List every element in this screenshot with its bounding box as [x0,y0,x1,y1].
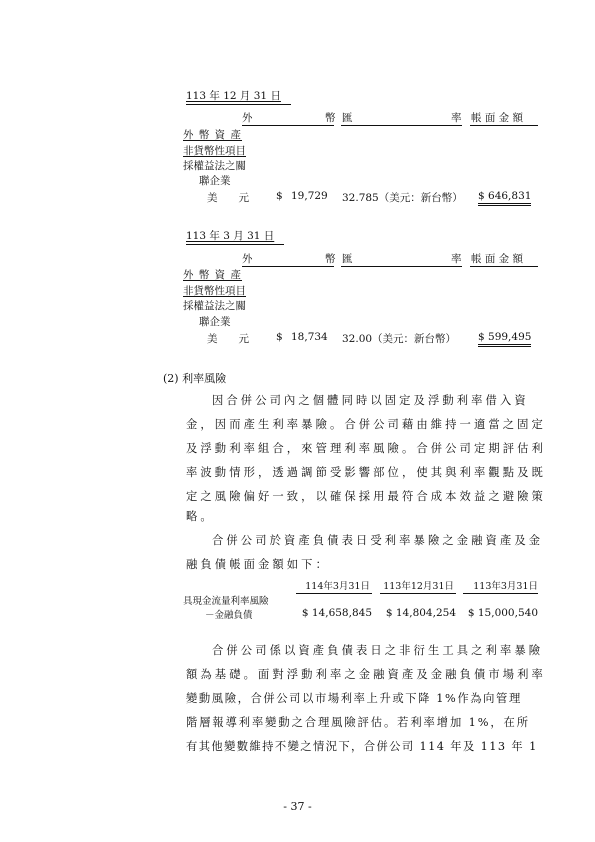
table-a-fx-amount: 19,729 [291,190,328,202]
table-b-date: 113 年 3 月 31 日 [186,230,275,242]
section-heading: (2) 利率風險 [163,372,227,385]
table-a-header-bi: 幣 [325,112,336,124]
table-b-header-lv: 率 [451,253,462,265]
rate-col-2: 113年12月31日 [383,581,454,592]
p2-line-2: 融負債帳面金額如下： [186,558,330,571]
p1-line-6: 略。 [186,510,215,523]
table-a-header-amount: 帳 面 金 額 [471,112,524,124]
table-a-row-sub1: 非貨幣性項目 [183,145,246,157]
table-b-header-wai: 外 [242,253,253,265]
table-b-row-sub3: 聯企業 [199,316,231,328]
table-b-date-rule [186,244,284,245]
rate-value-2: $ 14,804,254 [385,607,456,619]
table-b-header-rule-3 [470,266,538,267]
table-a-header-rule-3 [470,125,538,126]
table-b-book-value: $ 599,495 [478,331,531,347]
rate-col-1: 114年3月31日 [305,581,370,592]
p3-line-3: 變動風險，合併公司以市場利率上升或下降 1%作為向管理 [186,692,522,705]
table-a-header-wai: 外 [242,112,253,124]
p3-line-2: 額為基礎。面對浮動利率之金融資產及金融負債市場利率 [186,668,546,681]
table-b-header-bi: 幣 [325,253,336,265]
table-a-book-value: $ 646,831 [478,190,531,206]
p1-line-5: 定之風險偏好一致，以確保採用最符合成本效益之避險策 [186,490,546,503]
table-a-currency: 美 元 [207,192,249,204]
rate-value-1: $ 14,658,845 [301,607,372,619]
rate-col-3: 113年3月31日 [473,581,538,592]
table-a-row-sub3: 聯企業 [199,175,231,187]
table-b-row-sub2: 採權益法之關 [183,300,246,312]
p1-line-2: 金，因而產生利率暴險。合併公司藉由維持一適當之固定 [186,418,546,431]
p3-line-4: 階層報導利率變動之合理風險評估。若利率增加 1%，在所 [186,716,530,729]
table-a-dollar: $ [276,190,283,202]
table-a-header-hui: 匯 [342,112,353,124]
rate-row-head: 具現金流量利率風險 [183,596,269,607]
p1-line-4: 率波動情形，透過調節受影響部位，使其與利率觀點及既 [186,466,546,479]
table-b-header-rule-1 [242,266,334,267]
table-a-date-rule [186,104,291,105]
table-b-header-hui: 匯 [342,253,353,265]
table-b-row-head: 外 幣 資 產 [183,269,243,281]
table-a-date: 113 年 12 月 31 日 [186,90,281,102]
rate-row-label: －金融負債 [205,610,253,621]
rate-col-1-rule [296,593,372,594]
rate-col-2-rule [380,593,456,594]
table-b-fx-amount: 18,734 [291,331,328,343]
table-a-header-rule-1 [242,125,334,126]
table-b-rate: 32.00（美元：新台幣） [342,333,457,345]
table-a-rate: 32.785（美元：新台幣） [342,192,463,204]
table-a-row-sub2: 採權益法之關 [183,160,246,172]
p2-line-1: 合併公司於資產負債表日受利率暴險之金融資產及金 [212,534,544,547]
table-b-dollar: $ [276,331,283,343]
table-a-header-rule-2 [341,125,462,126]
table-b-row-sub1: 非貨幣性項目 [183,285,246,297]
table-b-header-rule-2 [341,266,462,267]
table-b-currency: 美 元 [207,333,249,345]
table-b-header-amount: 帳 面 金 額 [471,253,524,265]
page-number: - 37 - [283,800,312,813]
p1-line-3: 及浮動利率組合，來管理利率風險。合併公司定期評估利 [186,442,546,455]
table-a-row-head: 外 幣 資 產 [183,129,243,141]
p3-line-1: 合併公司係以資產負債表日之非衍生工具之利率暴險 [212,644,544,657]
p3-line-5: 有其他變數維持不變之情況下，合併公司 114 年及 113 年 1 [186,740,538,753]
rate-value-3: $ 15,000,540 [467,607,538,619]
p1-line-1: 因合併公司內之個體同時以固定及浮動利率借入資 [212,394,529,407]
rate-col-3-rule [463,593,538,594]
table-a-header-lv: 率 [451,112,462,124]
